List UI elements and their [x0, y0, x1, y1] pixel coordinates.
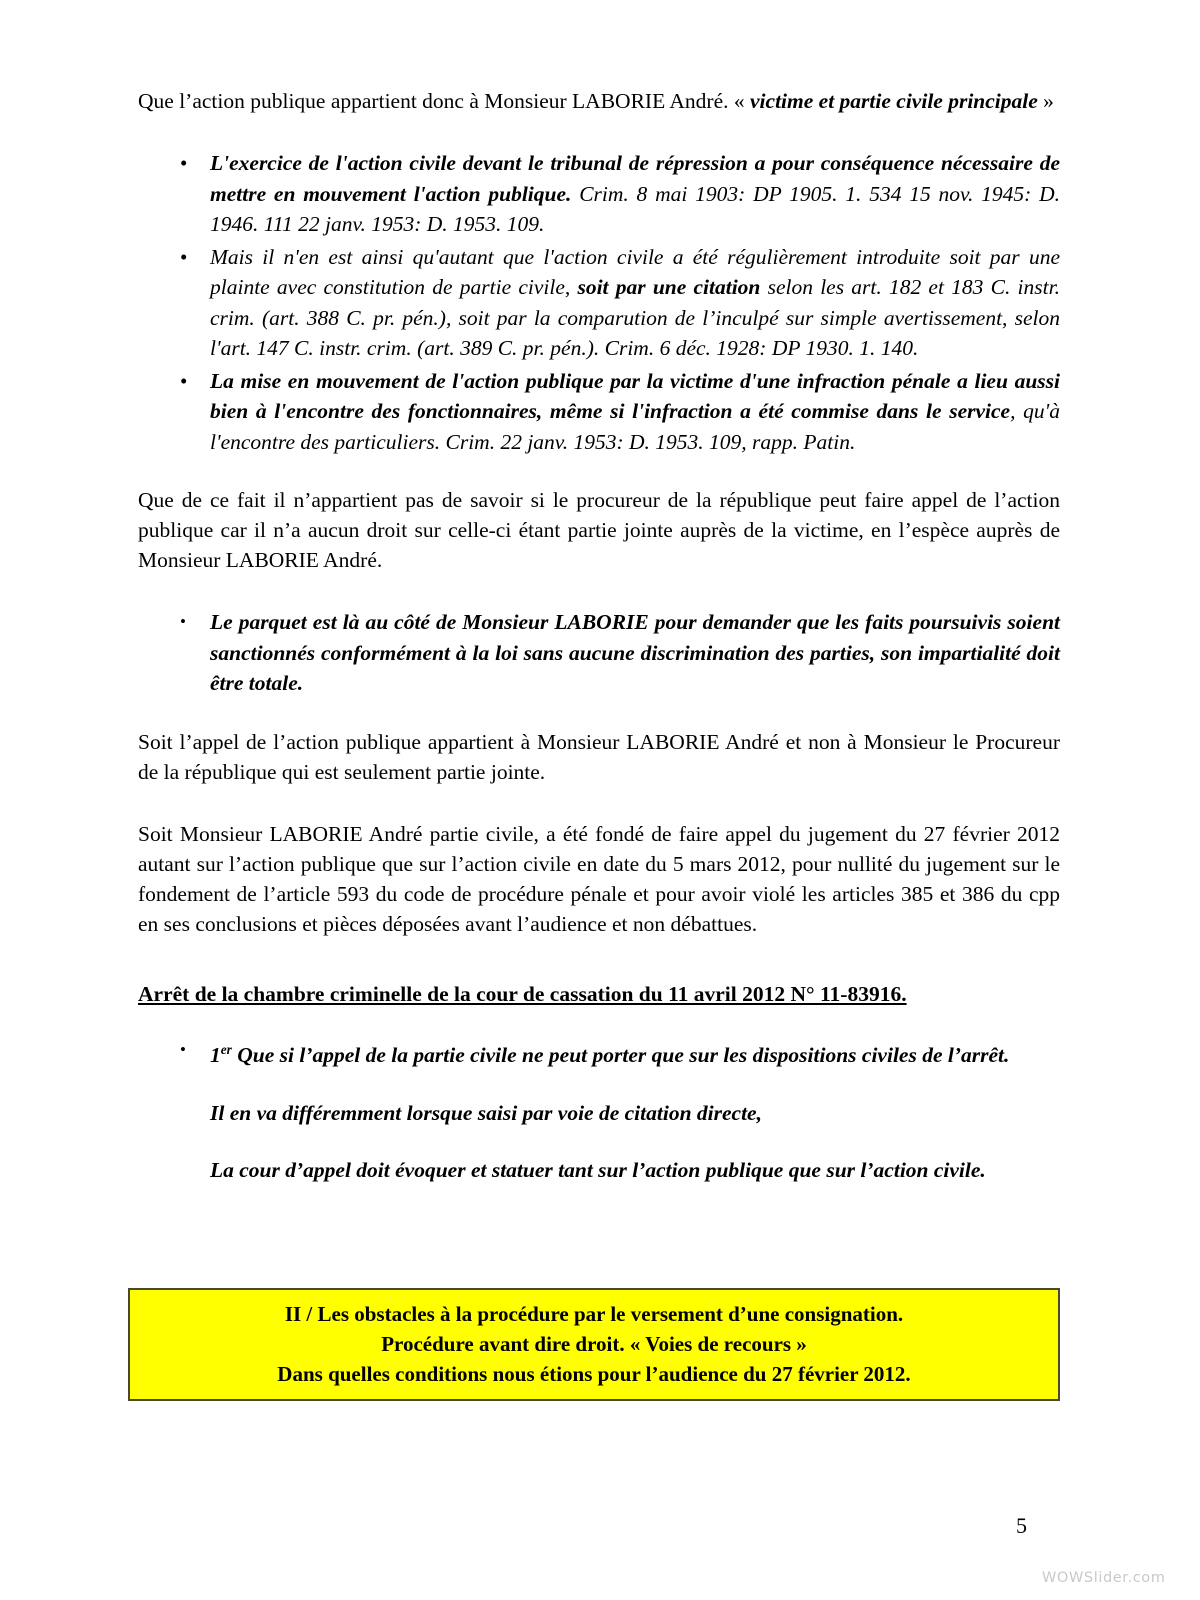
- intro-text-emphasis: victime et partie civile principale: [750, 89, 1038, 113]
- callout-line-2: Procédure avant dire droit. « Voies de recours »: [381, 1332, 807, 1356]
- bullet-dot-icon: •: [180, 151, 188, 175]
- highlighted-callout-box: [128, 1288, 1060, 1401]
- intro-text-plain-1: Que l’action publique appartient donc à Monsieur LABORIE André. «: [138, 89, 751, 113]
- list-item: [138, 1035, 1060, 1071]
- bullet-2-tail: selon les art. 182 et 183 C. instr. crim. (art. 388 C. pr. pén.), soit par la comparution de l’inculpé sur simple avertissement, selon l'art. 147 C. instr. crim. (art. 389 C. pr. pén.). Crim. 6 déc. 1928: DP 1930. 1. 140.: [210, 275, 1060, 360]
- spacer: [138, 1129, 1060, 1155]
- list-item: [138, 366, 1060, 458]
- spacer: [138, 1009, 1060, 1035]
- spacer: [138, 459, 1060, 485]
- callout-line-3: Dans quelles conditions nous étions pour l’audience du 27 février 2012.: [277, 1362, 911, 1386]
- bullet-dot-icon: •: [180, 244, 188, 269]
- spacer: [138, 581, 1060, 607]
- paragraph-procureur: Que de ce fait il n’appartient pas de savoir si le procureur de la république peut faire appel de l’action publique car il n’a aucun droit sur celle-ci étant partie jointe auprès de la victime, en l’espèce auprès de Monsieur LABORIE André.: [138, 488, 1060, 572]
- parquet-bullet-list: [138, 607, 1060, 699]
- paragraph-jugement: Soit Monsieur LABORIE André partie civile, a été fondé de faire appel du jugement du 27 février 2012 autant sur l’action publique que sur l’action civile en date du 5 mars 2012, pour nullité du jugement sur le fondement de l’article 593 du code de procédure pénale et pour avoir violé les articles 385 et 386 du cpp en ses conclusions et pièces déposées avant l’audience et non débattues.: [138, 821, 1060, 936]
- bullet-2-bold: soit par une citation: [577, 275, 761, 299]
- bullet-ordinal: 1: [210, 1042, 221, 1067]
- bullet-dot-icon: •: [180, 612, 186, 631]
- bullet-final-text: Que si l’appel de la partie civile ne peut porter que sur les dispositions civiles de l’arrêt.: [231, 1042, 1010, 1067]
- bullet-3-citation: , qu'à l'encontre des particuliers. Crim. 22 janv. 1953: D. 1953. 109, rapp. Patin.: [210, 399, 1060, 454]
- bullet-3-bold: La mise en mouvement de l'action publique par la victime d'une infraction pénale a lieu aussi bien à l'encontre des fonctionnaires, même si l'infraction a été commise dans le service: [210, 368, 1060, 423]
- watermark: WOWSlider.com: [1042, 1570, 1166, 1586]
- intro-text-plain-2: »: [1037, 89, 1054, 113]
- sub-paragraph-citation-directe: Il en va différemment lorsque saisi par voie de citation directe,: [210, 1101, 762, 1126]
- page-number: 5: [1016, 1513, 1027, 1538]
- list-item: [138, 242, 1060, 364]
- intro-paragraph: [138, 86, 1060, 116]
- section-heading-arret: Arrêt de la chambre criminelle de la cour de cassation du 11 avril 2012 N° 11-83916.: [138, 981, 907, 1006]
- spacer: [138, 1072, 1060, 1098]
- document-body: [138, 86, 1060, 1185]
- bullet-2-lead: Mais il n'en est ainsi qu'autant que l'action civile a été régulièrement introduite soit par une plainte avec constitution de partie civile,: [210, 244, 1060, 299]
- bullet-1-bold: L'exercice de l'action civile devant le tribunal de répression a pour conséquence nécessaire de mettre en mouvement l'action publique.: [210, 151, 1060, 206]
- spacer: [138, 701, 1060, 727]
- paragraph-appel: Soit l’appel de l’action publique appartient à Monsieur LABORIE André et non à Monsieur le Procureur de la république qui est seulement partie jointe.: [138, 729, 1060, 784]
- bullet-ordinal-suffix: er: [220, 1041, 232, 1057]
- list-item: [138, 148, 1060, 240]
- spacer: [138, 793, 1060, 819]
- bullet-parquet-text: Le parquet est là au côté de Monsieur LABORIE pour demander que les faits poursuivis soient sanctionnés conformément à la loi sans aucune discrimination des parties, son impartialité doit être totale.: [210, 610, 1060, 695]
- callout-line-1: II / Les obstacles à la procédure par le versement d’une consignation.: [284, 1302, 904, 1326]
- citation-bullet-list: [138, 148, 1060, 457]
- sub-paragraph-cour-appel: La cour d’appel doit évoquer et statuer tant sur l’action publique que sur l’action civile.: [210, 1157, 986, 1182]
- bullet-1-citation: Crim. 8 mai 1903: DP 1905. 1. 534 15 nov. 1945: D. 1946. 111 22 janv. 1953: D. 1953. 109.: [210, 181, 1060, 236]
- spacer: [138, 122, 1060, 148]
- list-item: [138, 607, 1060, 699]
- bullet-dot-icon: •: [180, 1039, 186, 1059]
- spacer: [138, 945, 1060, 979]
- bullet-dot-icon: •: [180, 368, 188, 393]
- arret-bullet-list: [138, 1035, 1060, 1071]
